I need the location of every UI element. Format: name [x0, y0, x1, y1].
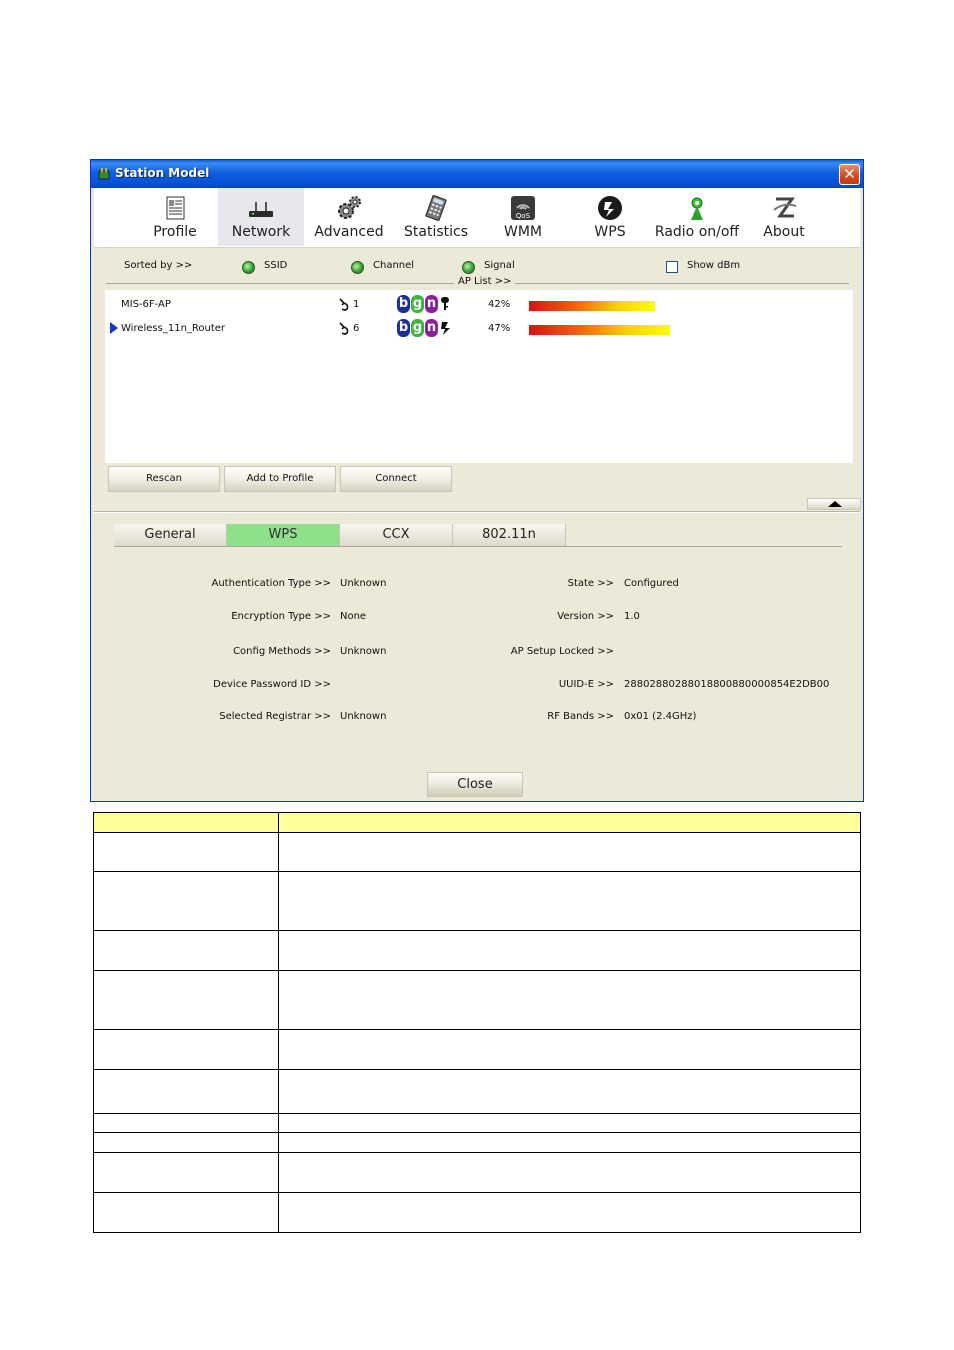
toolbar-wmm[interactable] — [478, 188, 568, 246]
version-value: 1.0 — [624, 611, 640, 622]
table-row — [94, 931, 861, 971]
toolbar-wps-label: WPS — [594, 224, 626, 240]
mode-b-badge: b — [398, 296, 409, 311]
close-button[interactable]: Close — [427, 772, 523, 797]
wps-icon — [596, 194, 624, 222]
table-row — [94, 971, 861, 1030]
connect-button[interactable]: Connect — [340, 466, 452, 492]
sort-signal-label: Signal — [484, 260, 515, 271]
rescan-button[interactable]: Rescan — [108, 466, 220, 492]
table-row — [94, 1114, 861, 1133]
table-cell — [279, 1114, 861, 1133]
auth-type-value: Unknown — [340, 578, 387, 589]
toolbar-about-label: About — [763, 224, 805, 240]
mode-n-badge: n — [426, 296, 437, 311]
toolbar-profile-label: Profile — [153, 224, 197, 240]
ap-ssid: Wireless_11n_Router — [121, 323, 226, 334]
show-dbm-label: Show dBm — [687, 260, 741, 271]
collapse-details-button[interactable] — [807, 498, 861, 510]
toolbar-about[interactable] — [742, 188, 826, 246]
tab-802-11n[interactable]: 802.11n — [453, 524, 566, 546]
add-to-profile-button[interactable]: Add to Profile — [224, 466, 336, 492]
ap-row-selected[interactable] — [105, 318, 853, 338]
ap-signal-bar — [529, 301, 655, 311]
sorted-by-label: Sorted by >> — [124, 260, 193, 271]
selected-registrar-value: Unknown — [340, 711, 387, 722]
version-label: Version >> — [557, 611, 614, 622]
ap-list[interactable] — [105, 290, 853, 463]
uuid-e-label: UUID-E >> — [558, 679, 614, 690]
tab-ccx[interactable]: CCX — [340, 524, 453, 546]
table-row — [94, 1030, 861, 1070]
toolbar-network-label: Network — [231, 224, 291, 240]
toolbar-wmm-label: WMM — [503, 224, 542, 240]
table-cell — [279, 1030, 861, 1070]
enc-type-value: None — [340, 611, 367, 622]
ap-channel: 1 — [353, 299, 360, 310]
table-header-row — [94, 813, 861, 833]
table-cell — [94, 1193, 279, 1233]
toolbar-profile[interactable] — [132, 188, 218, 246]
tab-general[interactable]: General — [114, 524, 227, 546]
toolbar-network[interactable] — [218, 188, 304, 246]
config-methods-label: Config Methods >> — [233, 646, 331, 657]
toolbar-advanced[interactable] — [304, 188, 394, 246]
toolbar-radio-onoff[interactable] — [652, 188, 742, 246]
station-model-window — [90, 159, 864, 802]
enc-type-label: Encryption Type >> — [231, 611, 331, 622]
ap-signal-percent: 42% — [488, 299, 511, 310]
rf-bands-value: 0x01 (2.4GHz) — [624, 711, 697, 722]
uuid-e-value: 28802880288018800880000854E2DB00 — [624, 679, 830, 690]
main-toolbar — [94, 188, 860, 248]
table-cell — [94, 1030, 279, 1070]
window-title: Station Model — [115, 166, 210, 180]
tab-divider — [114, 546, 842, 547]
table-row — [94, 1070, 861, 1114]
table-cell — [279, 1133, 861, 1153]
device-password-id-label: Device Password ID >> — [213, 679, 331, 690]
ap-signal-bar — [529, 325, 670, 335]
key-icon — [440, 296, 450, 312]
about-logo-icon — [770, 194, 798, 222]
sort-ssid-label: SSID — [264, 260, 288, 271]
mode-n-badge: n — [426, 320, 437, 335]
window-close-button[interactable]: ✕ — [839, 164, 860, 185]
ap-ssid: MIS-6F-AP — [121, 299, 171, 310]
table-cell — [279, 872, 861, 931]
toolbar-wps[interactable] — [568, 188, 652, 246]
table-header-cell — [94, 813, 279, 833]
table-row — [94, 833, 861, 872]
toolbar-statistics[interactable] — [394, 188, 478, 246]
title-bar[interactable] — [91, 160, 863, 188]
toolbar-advanced-label: Advanced — [314, 224, 384, 240]
table-cell — [94, 971, 279, 1030]
ap-signal-percent: 47% — [488, 323, 511, 334]
selected-registrar-label: Selected Registrar >> — [219, 711, 331, 722]
config-methods-value: Unknown — [340, 646, 387, 657]
table-cell — [94, 1133, 279, 1153]
ap-setup-locked-label: AP Setup Locked >> — [510, 646, 614, 657]
mode-g-badge: g — [412, 296, 423, 311]
table-row — [94, 1133, 861, 1153]
sort-signal-radio[interactable] — [462, 261, 475, 274]
rf-bands-label: RF Bands >> — [547, 711, 614, 722]
ap-list-label: AP List >> — [454, 276, 515, 287]
table-cell — [279, 1153, 861, 1193]
toolbar-statistics-label: Statistics — [404, 224, 468, 240]
sort-channel-radio[interactable] — [351, 261, 364, 274]
table-cell — [94, 872, 279, 931]
table-cell — [279, 971, 861, 1030]
table-row — [94, 872, 861, 931]
state-value: Configured — [624, 578, 679, 589]
wps-icon — [439, 320, 453, 336]
ap-channel: 6 — [353, 323, 360, 334]
table-cell — [94, 1070, 279, 1114]
table-row — [94, 1193, 861, 1233]
mode-g-badge: g — [412, 320, 423, 335]
table-cell — [279, 1070, 861, 1114]
calculator-icon — [422, 194, 450, 222]
table-header-cell — [279, 813, 861, 833]
table-cell — [94, 833, 279, 872]
table-cell — [279, 931, 861, 971]
channel-icon — [337, 296, 351, 312]
state-label: State >> — [567, 578, 614, 589]
table-cell — [94, 1114, 279, 1133]
table-row — [94, 1153, 861, 1193]
app-icon — [97, 167, 111, 181]
selected-row-indicator — [110, 322, 118, 334]
arrow-up-icon — [828, 501, 842, 507]
toolbar-radio-onoff-label: Radio on/off — [654, 224, 740, 240]
client-area — [94, 188, 860, 800]
sort-channel-label: Channel — [373, 260, 415, 271]
mode-b-badge: b — [398, 320, 409, 335]
profile-icon — [161, 194, 189, 222]
table-cell — [94, 931, 279, 971]
gears-icon — [335, 194, 363, 222]
svg-text:QoS: QoS — [515, 212, 531, 220]
section-separator — [94, 511, 860, 513]
network-router-icon — [247, 194, 275, 222]
auth-type-label: Authentication Type >> — [211, 578, 331, 589]
sort-ssid-radio[interactable] — [242, 261, 255, 274]
table-cell — [279, 833, 861, 872]
tab-wps[interactable]: WPS — [227, 524, 340, 546]
description-table — [93, 812, 861, 1233]
channel-icon — [337, 320, 351, 336]
radio-antenna-icon — [683, 194, 711, 222]
table-cell — [279, 1193, 861, 1233]
ap-row[interactable] — [105, 294, 853, 314]
table-cell — [94, 1153, 279, 1193]
qos-icon — [509, 194, 537, 222]
show-dbm-checkbox[interactable] — [666, 261, 678, 273]
